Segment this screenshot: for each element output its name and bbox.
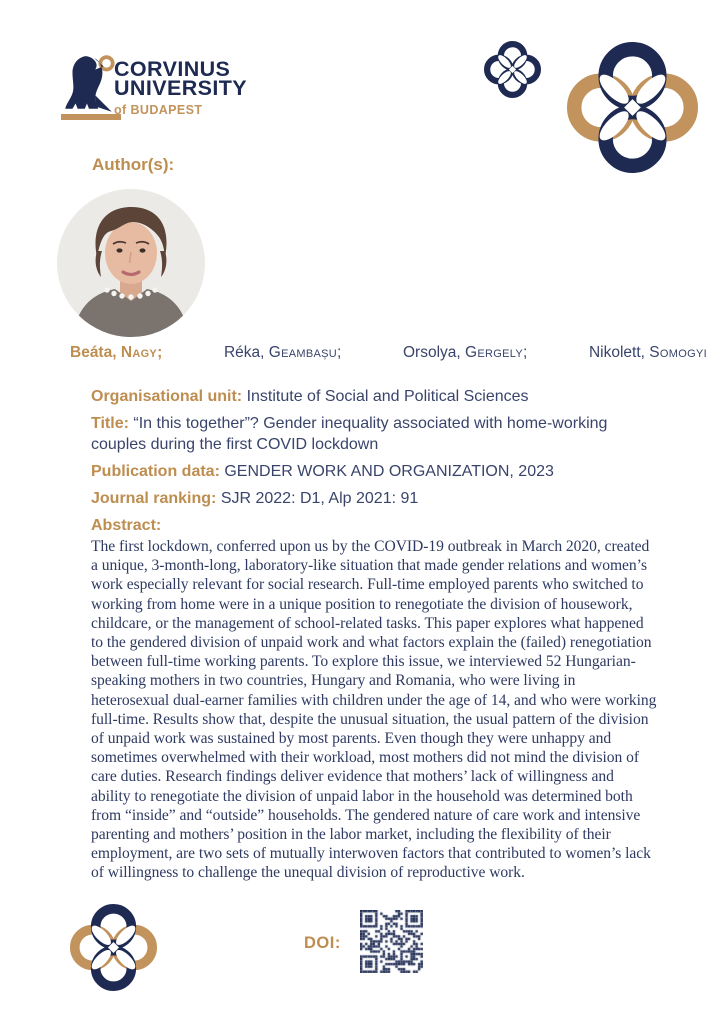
title-row bbox=[91, 413, 657, 455]
abstract-text: The first lockdown, conferred upon us by the COVID-19 outbreak in March 2020, created a unique, 3-month-long, laboratory-like situation that made gender relations and women’s work especially relevant for social research. Full-time employed parents who switched to working from home were in a unique position to renegotiate the division of housework, childcare, or the management of school-related tasks. This paper explores what happened to the gendered division of unpaid work and what factors explain the (failed) renegotiation between full-time working parents. To explore this issue, we interviewed 52 Hungarian-speaking mothers in two countries, Hungary and Romania, who were living in heterosexual dual-earner families with children under the age of 14, and who were working full-time. Results show that, despite the unusual situation, the usual pattern of the division of unpaid work was sustained by most parents. Even though they were unhappy and sometimes overwhelmed with their workload, most mothers did not mind the division of care duties. Research findings deliver evidence that mothers’ lack of willingness and ability to renegotiate the division of unpaid labor in the household was determined both from “inside” and “outside” households. The gendered nature of care work and intensive parenting and mothers’ position in the labor market, including the flexibility of their employment, are two sets of mutually interwoven factors that contributed to women’s lack of willingness to challenge the unequal division of reproductive work. bbox=[91, 538, 657, 882]
rosette-large-icon bbox=[567, 42, 698, 173]
abstract-label: Abstract: bbox=[91, 517, 162, 534]
logo-underline-bar bbox=[61, 114, 121, 120]
author-name: Beáta, Nagy; bbox=[70, 344, 163, 361]
author-name: Nikolett, Somogyi bbox=[588, 344, 707, 361]
org-unit-label: Organisational unit: bbox=[91, 388, 243, 405]
author-name: Réka, Geambașu; bbox=[223, 344, 342, 361]
org-unit-row bbox=[91, 386, 657, 407]
title-value: “In this together”? Gender inequality associated with home-working couples during the first COVID lockdown bbox=[91, 415, 608, 453]
logo-line3: of BUDAPEST bbox=[114, 103, 203, 117]
rosette-footer-icon bbox=[70, 904, 157, 991]
author-name: Orsolya, Gergely; bbox=[403, 344, 528, 361]
title-label: Title: bbox=[91, 415, 129, 432]
journal-ranking-row bbox=[91, 488, 657, 509]
publication-data-label: Publication data: bbox=[91, 463, 220, 480]
org-unit-value: Institute of Social and Political Sciences bbox=[246, 388, 529, 405]
raven-icon bbox=[58, 54, 120, 118]
corvinus-logo bbox=[44, 50, 344, 130]
authors-row bbox=[70, 344, 707, 362]
doi-qr-code bbox=[360, 910, 423, 973]
author-photo bbox=[57, 189, 205, 337]
publication-data-row bbox=[91, 461, 657, 482]
journal-ranking-value: SJR 2022: D1, Alp 2021: 91 bbox=[220, 490, 419, 507]
rosette-small-icon bbox=[484, 41, 541, 98]
abstract-label-row bbox=[91, 515, 657, 536]
authors-label: Author(s): bbox=[92, 155, 175, 174]
logo-line2: UNIVERSITY bbox=[114, 76, 248, 100]
doi-label: DOI: bbox=[304, 934, 341, 952]
journal-ranking-label: Journal ranking: bbox=[91, 490, 217, 507]
logo-line1: CORVINUS bbox=[114, 57, 231, 81]
publication-metadata bbox=[91, 386, 657, 883]
author-portrait-illustration bbox=[57, 189, 205, 337]
logo-wordmark bbox=[114, 57, 248, 117]
publication-data-value: GENDER WORK AND ORGANIZATION, 2023 bbox=[224, 463, 554, 480]
